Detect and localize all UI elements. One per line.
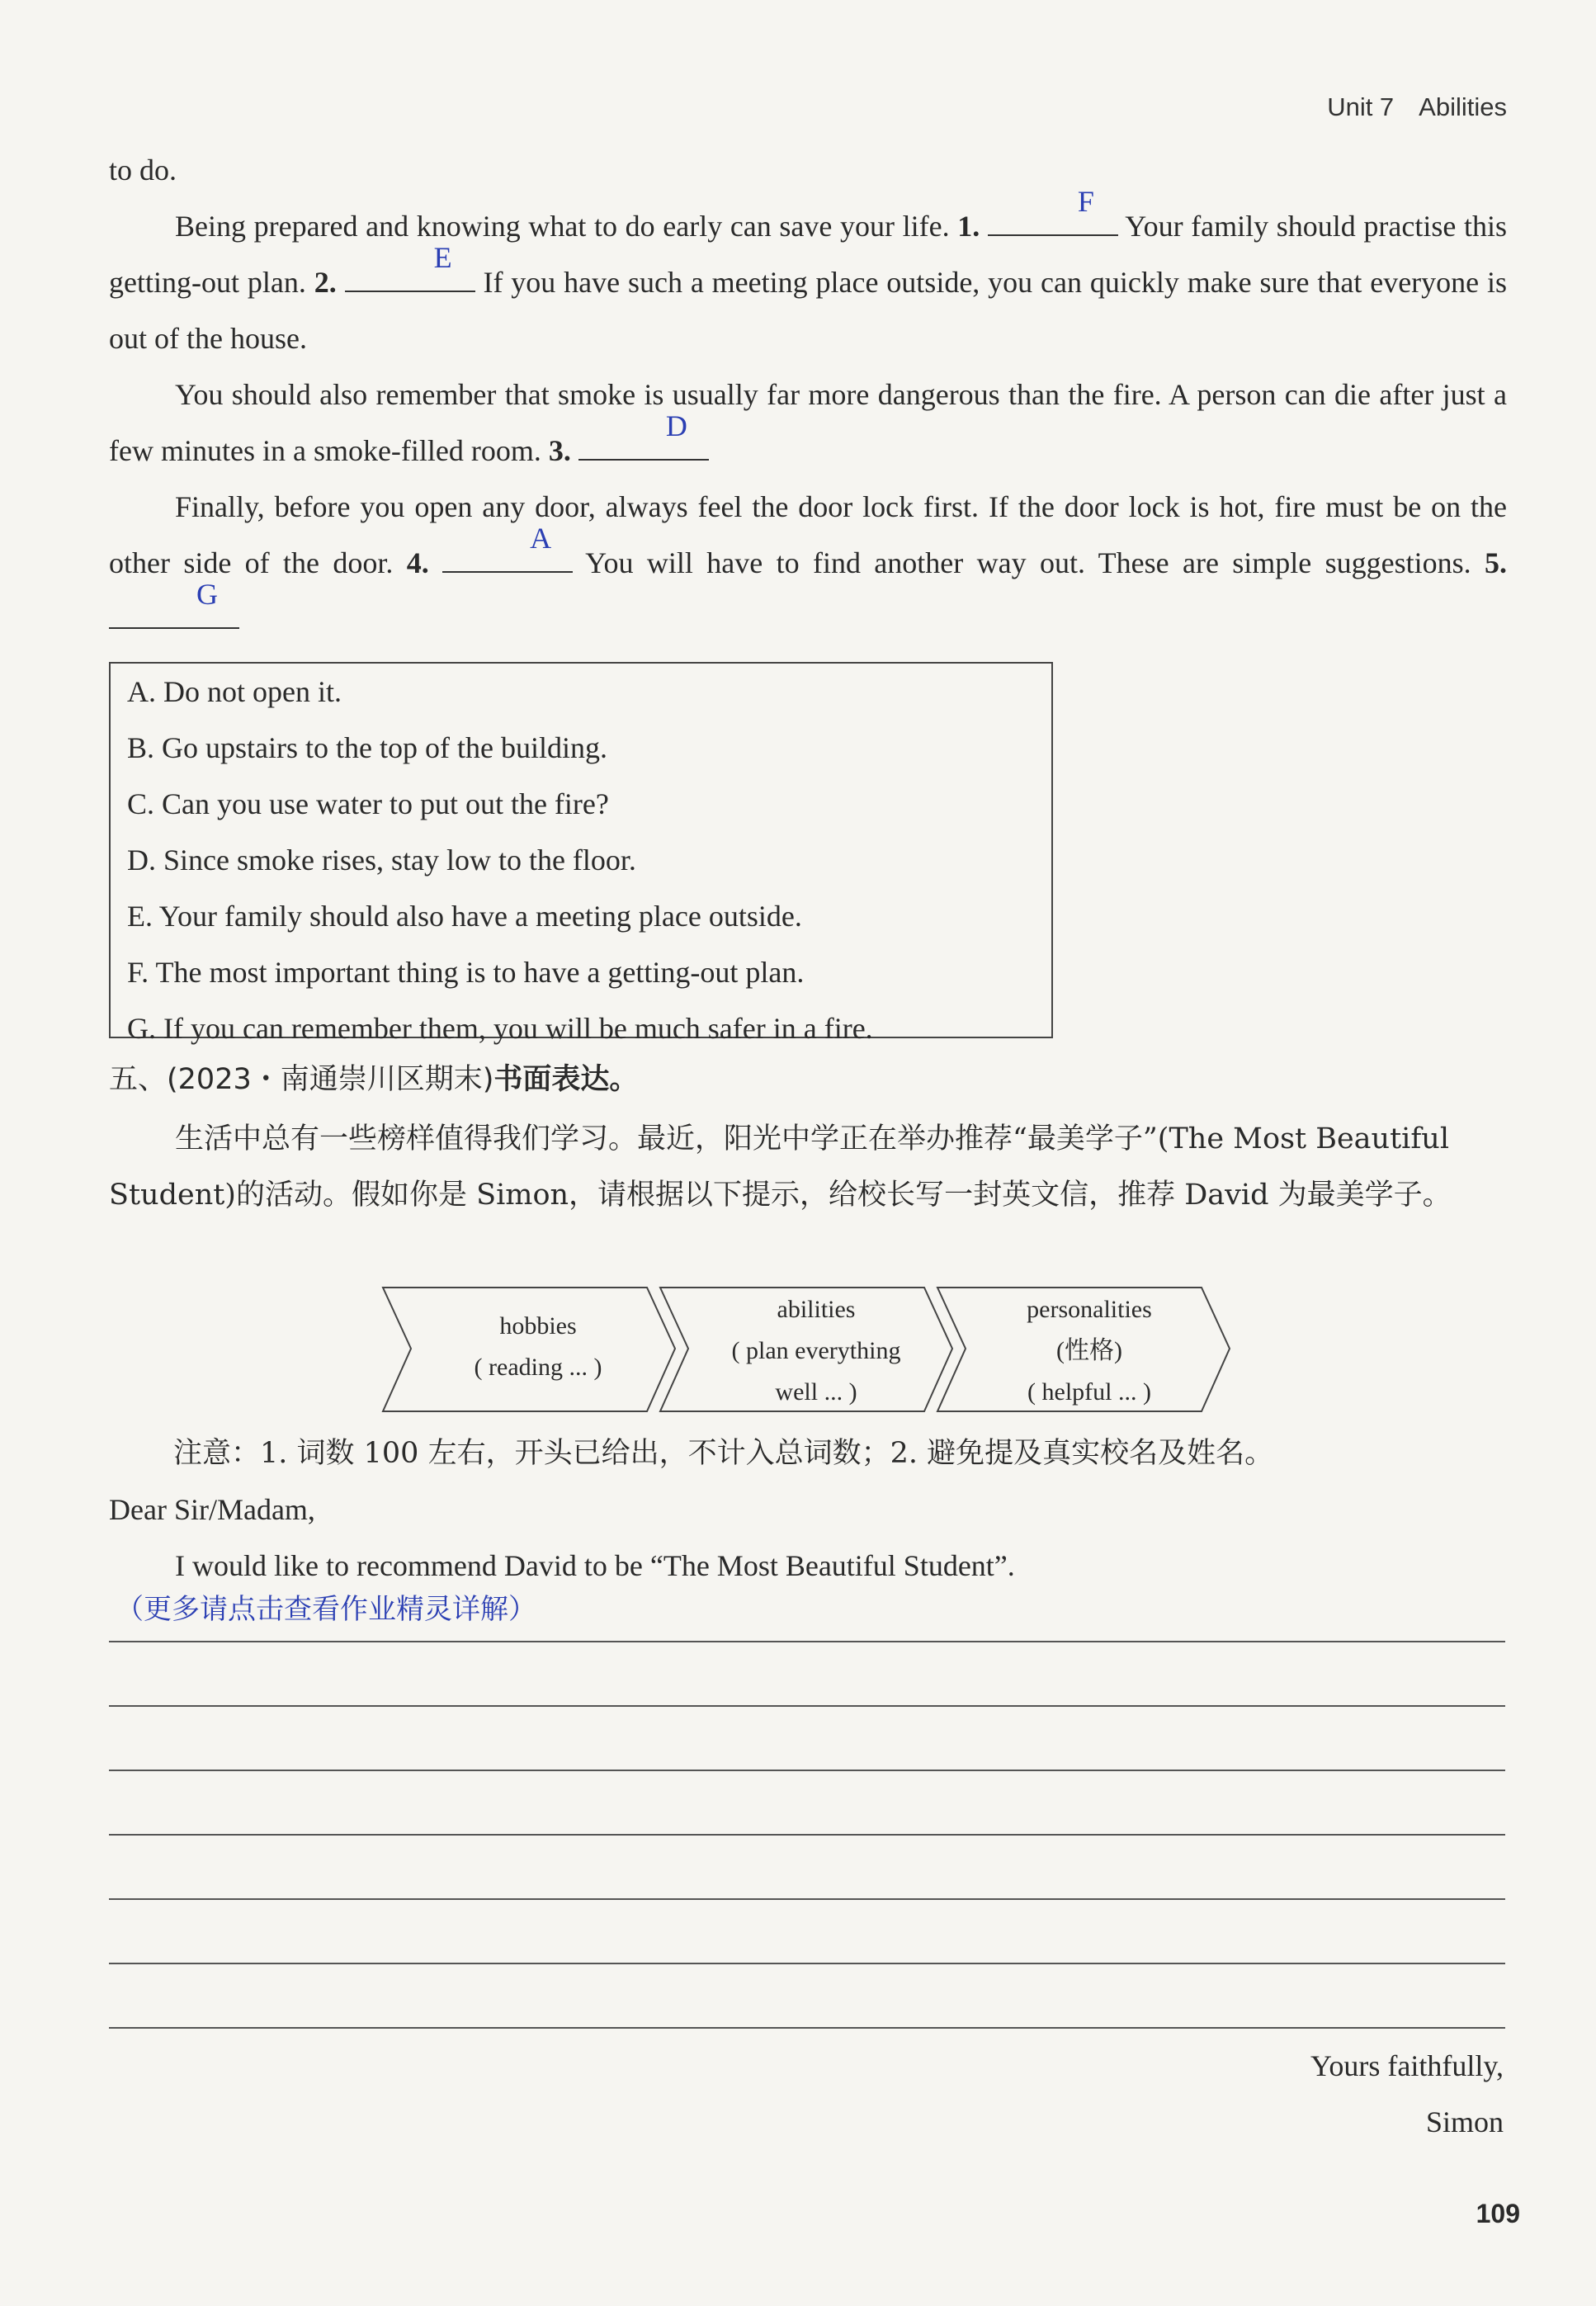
flow-item-personalities: personalities (性格) ( helpful ... ): [1027, 1296, 1152, 1406]
passage-paragraph-1: Being prepared and knowing what to do early can save your life. 1. F Your family should practise this getting-out plan. 2. E If you have such a meeting place outside, you can quickly make sure that everyone is out of the house.: [109, 185, 1508, 355]
writing-line[interactable]: [109, 1963, 1505, 1964]
option-d: D. Since smoke rises, stay low to the floor.: [127, 843, 636, 877]
page-number: 109: [1476, 2199, 1520, 2228]
option-c: C. Can you use water to put out the fire?: [127, 787, 609, 820]
option-a: A. Do not open it.: [127, 675, 342, 708]
writing-prompt: 生活中总有一些榜样值得我们学习。最近，阳光中学正在举办推荐“最美学子”(The Most Beautiful Student)的活动。假如你是 Simon，请根据以下提示，给校长写一封英文信，推荐 David 为最美学子。: [109, 1122, 1452, 1212]
writing-line[interactable]: [109, 1770, 1505, 1771]
passage-paragraph-3: Finally, before you open any door, always feel the door lock first. If the door lock is hot, fire must be on the other side of the door. 4. A You will have to find another way out. These are simple suggestions. 5. G: [109, 479, 1507, 647]
option-b: B. Go upstairs to the top of the building.: [127, 731, 607, 764]
passage-paragraph-2: You should also remember that smoke is usually far more dangerous than the fire. A person can die after just a few minutes in a smoke-filled room. 3. D: [109, 378, 1507, 467]
letter-closing: Yours faithfully,: [1310, 2049, 1504, 2082]
answer-blank-1[interactable]: F: [988, 201, 1118, 236]
hint-flow-diagram: [381, 1284, 1239, 1416]
letter-signature: Simon: [1425, 2105, 1504, 2138]
section-title: 书面表达。: [493, 1063, 639, 1096]
passage-line0: to do.: [109, 154, 177, 187]
writing-line[interactable]: [109, 2027, 1505, 2029]
answer-blank-3[interactable]: D: [578, 426, 709, 461]
section-label: 五、(2023・南通崇川区期末): [109, 1063, 494, 1096]
option-e: E. Your family should also have a meeting place outside.: [127, 900, 802, 933]
writing-note: 注意：1. 词数 100 左右，开头已给出，不计入总词数；2. 避免提及真实校名及姓名。: [173, 1437, 1274, 1470]
unit-label: Unit 7: [1327, 92, 1395, 121]
flow-item-abilities: abilities ( plan everything well ... ): [731, 1296, 901, 1406]
writing-line[interactable]: [109, 1898, 1505, 1900]
letter-greeting: Dear Sir/Madam,: [109, 1493, 315, 1526]
answer-blank-2[interactable]: E: [345, 258, 475, 292]
page-header: [1302, 92, 1507, 122]
option-f: F. The most important thing is to have a getting-out plan.: [127, 956, 805, 989]
options-box: [109, 662, 1053, 1045]
writing-line[interactable]: [109, 1705, 1505, 1707]
more-details-link[interactable]: （更多请点击查看作业精灵详解）: [116, 1593, 536, 1626]
writing-line[interactable]: [109, 1641, 1505, 1642]
answer-blank-5[interactable]: G: [109, 594, 239, 629]
option-g: G. If you can remember them, you will be much safer in a fire.: [127, 1012, 873, 1045]
letter-opening: I would like to recommend David to be “The Most Beautiful Student”.: [175, 1549, 1015, 1582]
unit-title: Abilities: [1419, 92, 1507, 121]
flow-item-hobbies: hobbies ( reading ... ): [474, 1312, 602, 1381]
section-heading: [109, 1055, 638, 1104]
writing-line[interactable]: [109, 1834, 1505, 1836]
answer-blank-4[interactable]: A: [442, 538, 573, 573]
